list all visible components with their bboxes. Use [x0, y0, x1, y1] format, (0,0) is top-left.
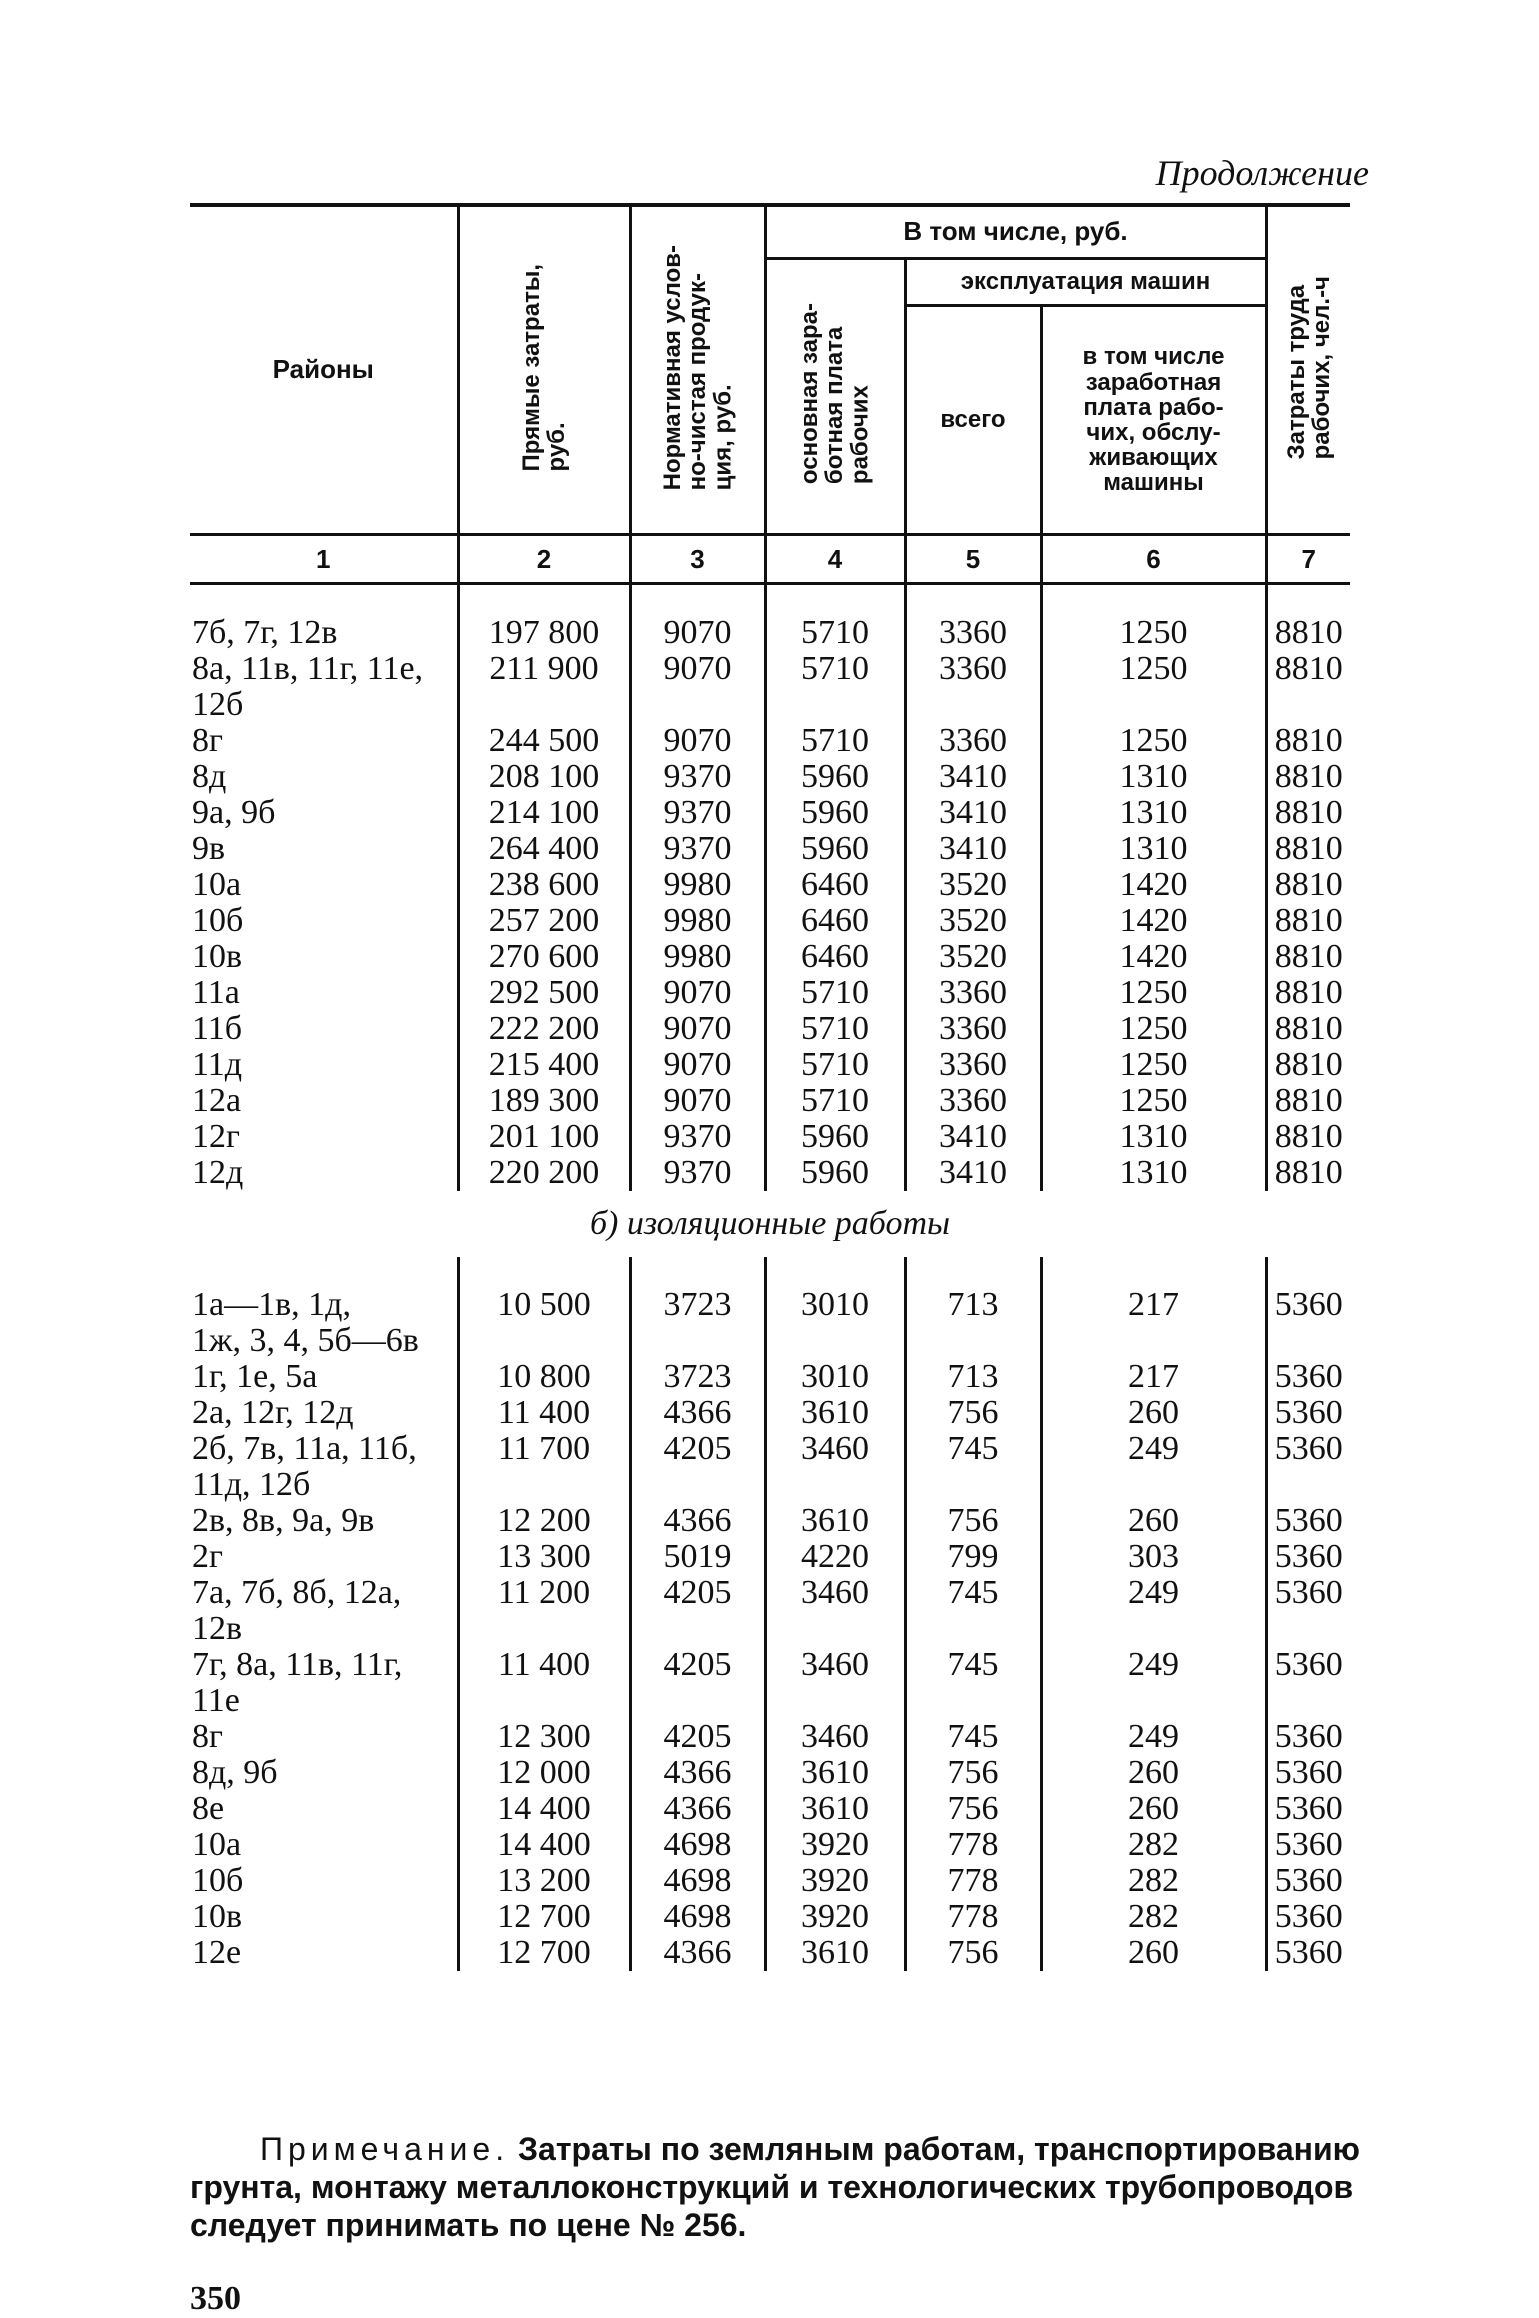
value-cell: 220 200	[458, 1155, 630, 1191]
value-cell: 5710	[765, 1011, 905, 1047]
value-cell: 3360	[905, 1083, 1041, 1119]
table-row	[190, 651, 1350, 723]
value-cell: 282	[1041, 1863, 1266, 1899]
value-cell: 1250	[1041, 975, 1266, 1011]
region-cell: 7г, 8а, 11в, 11г, 11е	[192, 1646, 403, 1719]
value-cell: 260	[1041, 1791, 1266, 1827]
value-cell: 249	[1041, 1431, 1266, 1503]
value-cell: 5710	[765, 615, 905, 651]
value-cell: 8810	[1266, 1047, 1350, 1083]
region-cell: 1а—1в, 1д, 1ж, 3, 4, 5б—6в	[192, 1286, 419, 1359]
value-cell: 257 200	[458, 903, 630, 939]
value-cell: 8810	[1266, 723, 1350, 759]
value-cell: 5360	[1266, 1539, 1350, 1575]
value-cell: 13 300	[458, 1539, 630, 1575]
value-cell: 5360	[1266, 1827, 1350, 1863]
value-cell: 282	[1041, 1827, 1266, 1863]
value-cell: 9070	[630, 615, 765, 651]
value-cell: 3610	[765, 1395, 905, 1431]
value-cell: 14 400	[458, 1827, 630, 1863]
value-cell: 270 600	[458, 939, 630, 975]
value-cell: 8810	[1266, 1011, 1350, 1047]
header-machine-operation: эксплуатация машин	[905, 259, 1266, 306]
value-cell: 9980	[630, 867, 765, 903]
value-cell: 9070	[630, 723, 765, 759]
value-cell: 745	[905, 1647, 1041, 1719]
value-cell: 4698	[630, 1899, 765, 1935]
value-cell: 249	[1041, 1575, 1266, 1647]
region-cell: 2б, 7в, 11а, 11б, 11д, 12б	[192, 1430, 417, 1503]
region-cell: 2а, 12г, 12д	[192, 1394, 354, 1431]
value-cell: 12 000	[458, 1755, 630, 1791]
value-cell: 260	[1041, 1395, 1266, 1431]
region-cell: 12а	[192, 1082, 242, 1119]
value-cell: 9070	[630, 1047, 765, 1083]
value-cell: 208 100	[458, 759, 630, 795]
value-cell: 9370	[630, 795, 765, 831]
value-cell: 214 100	[458, 795, 630, 831]
value-cell: 4366	[630, 1755, 765, 1791]
table-row	[190, 1503, 1350, 1539]
value-cell: 244 500	[458, 723, 630, 759]
table-row	[190, 867, 1350, 903]
column-numbers-row	[190, 535, 1350, 584]
region-cell: 8а, 11в, 11г, 11е, 12б	[192, 650, 424, 723]
table-row	[190, 759, 1350, 795]
value-cell: 5710	[765, 723, 905, 759]
value-cell: 13 200	[458, 1863, 630, 1899]
value-cell: 1310	[1041, 759, 1266, 795]
table-row	[190, 1719, 1350, 1755]
table-row	[190, 1431, 1350, 1503]
section-b-title: б) изоляционные работы	[589, 1205, 951, 1242]
value-cell: 3360	[905, 975, 1041, 1011]
value-cell: 215 400	[458, 1047, 630, 1083]
value-cell: 12 200	[458, 1503, 630, 1539]
region-cell: 8д	[192, 758, 227, 795]
value-cell: 4366	[630, 1503, 765, 1539]
value-cell: 1250	[1041, 723, 1266, 759]
value-cell: 3610	[765, 1935, 905, 1971]
table-row	[190, 1047, 1350, 1083]
value-cell: 8810	[1266, 831, 1350, 867]
value-cell: 745	[905, 1431, 1041, 1503]
value-cell: 8810	[1266, 1119, 1350, 1155]
value-cell: 9980	[630, 939, 765, 975]
value-cell: 3410	[905, 795, 1041, 831]
value-cell: 11 400	[458, 1395, 630, 1431]
value-cell: 4366	[630, 1791, 765, 1827]
value-cell: 11 200	[458, 1575, 630, 1647]
value-cell: 8810	[1266, 1155, 1350, 1191]
table-row	[190, 1155, 1350, 1191]
value-cell: 3410	[905, 831, 1041, 867]
value-cell: 11 700	[458, 1431, 630, 1503]
value-cell: 3360	[905, 1047, 1041, 1083]
value-cell: 249	[1041, 1647, 1266, 1719]
value-cell: 3920	[765, 1899, 905, 1935]
value-cell: 5019	[630, 1539, 765, 1575]
value-cell: 3520	[905, 867, 1041, 903]
column-number: 2	[458, 535, 630, 584]
value-cell: 1310	[1041, 1119, 1266, 1155]
table-row	[190, 795, 1350, 831]
value-cell: 4698	[630, 1863, 765, 1899]
value-cell: 3410	[905, 759, 1041, 795]
value-cell: 1310	[1041, 1155, 1266, 1191]
region-cell: 10а	[192, 1826, 242, 1863]
column-number: 4	[765, 535, 905, 584]
value-cell: 9070	[630, 975, 765, 1011]
table-row	[190, 1119, 1350, 1155]
value-cell: 4220	[765, 1539, 905, 1575]
value-cell: 6460	[765, 903, 905, 939]
value-cell: 778	[905, 1899, 1041, 1935]
value-cell: 5960	[765, 795, 905, 831]
region-cell: 10в	[192, 1898, 243, 1935]
value-cell: 14 400	[458, 1791, 630, 1827]
value-cell: 303	[1041, 1539, 1266, 1575]
cost-table	[190, 203, 1350, 1971]
value-cell: 1310	[1041, 795, 1266, 831]
value-cell: 5710	[765, 1083, 905, 1119]
value-cell: 217	[1041, 1287, 1266, 1359]
value-cell: 3360	[905, 1011, 1041, 1047]
header-base-wages: основная зара- ботная плата рабочих	[765, 259, 905, 535]
region-cell: 10б	[192, 1862, 244, 1899]
header-direct-costs: Прямые затраты, руб.	[458, 205, 630, 535]
value-cell: 9070	[630, 1083, 765, 1119]
value-cell: 3010	[765, 1359, 905, 1395]
column-number: 1	[190, 535, 458, 584]
value-cell: 756	[905, 1503, 1041, 1539]
value-cell: 189 300	[458, 1083, 630, 1119]
value-cell: 8810	[1266, 1083, 1350, 1119]
region-cell: 10в	[192, 938, 243, 975]
value-cell: 3610	[765, 1791, 905, 1827]
table-row	[190, 1791, 1350, 1827]
value-cell: 11 400	[458, 1647, 630, 1719]
table-row	[190, 939, 1350, 975]
value-cell: 8810	[1266, 867, 1350, 903]
value-cell: 9370	[630, 1155, 765, 1191]
region-cell: 8г	[192, 722, 223, 759]
value-cell: 3360	[905, 723, 1041, 759]
value-cell: 9980	[630, 903, 765, 939]
value-cell: 5960	[765, 759, 905, 795]
value-cell: 3010	[765, 1287, 905, 1359]
value-cell: 4205	[630, 1431, 765, 1503]
value-cell: 211 900	[458, 651, 630, 723]
value-cell: 3460	[765, 1719, 905, 1755]
region-cell: 9а, 9б	[192, 794, 276, 831]
value-cell: 4366	[630, 1935, 765, 1971]
header-normative-net-output: Нормативная услов- но-чистая продук- ция, руб.	[630, 205, 765, 535]
value-cell: 4366	[630, 1395, 765, 1431]
value-cell: 8810	[1266, 759, 1350, 795]
header-including-wages: в том числе заработная плата рабо- чих, обслу- живающих машины	[1041, 306, 1266, 535]
value-cell: 5360	[1266, 1863, 1350, 1899]
value-cell: 5360	[1266, 1719, 1350, 1755]
value-cell: 12 300	[458, 1719, 630, 1755]
value-cell: 778	[905, 1827, 1041, 1863]
value-cell: 5960	[765, 831, 905, 867]
value-cell: 12 700	[458, 1935, 630, 1971]
table-row	[190, 1539, 1350, 1575]
column-number: 6	[1041, 535, 1266, 584]
table-row	[190, 1083, 1350, 1119]
table-row	[190, 723, 1350, 759]
value-cell: 3410	[905, 1119, 1041, 1155]
value-cell: 6460	[765, 939, 905, 975]
value-cell: 1250	[1041, 651, 1266, 723]
value-cell: 1250	[1041, 1083, 1266, 1119]
value-cell: 260	[1041, 1503, 1266, 1539]
value-cell: 745	[905, 1575, 1041, 1647]
value-cell: 713	[905, 1359, 1041, 1395]
region-cell: 11д	[192, 1046, 243, 1083]
column-number: 3	[630, 535, 765, 584]
value-cell: 282	[1041, 1899, 1266, 1935]
table-row	[190, 1935, 1350, 1971]
value-cell: 3410	[905, 1155, 1041, 1191]
note-label: Примечание.	[260, 2131, 510, 2167]
value-cell: 249	[1041, 1719, 1266, 1755]
value-cell: 9370	[630, 831, 765, 867]
value-cell: 3460	[765, 1575, 905, 1647]
value-cell: 5360	[1266, 1791, 1350, 1827]
value-cell: 5360	[1266, 1575, 1350, 1647]
region-cell: 12г	[192, 1118, 240, 1155]
value-cell: 10 500	[458, 1287, 630, 1359]
value-cell: 5710	[765, 651, 905, 723]
value-cell: 8810	[1266, 903, 1350, 939]
region-cell: 11б	[192, 1010, 243, 1047]
header-labor-costs: Затраты труда рабочих, чел.-ч	[1266, 205, 1350, 535]
value-cell: 8810	[1266, 651, 1350, 723]
region-cell: 8г	[192, 1718, 223, 1755]
value-cell: 3460	[765, 1647, 905, 1719]
header-including-group: В том числе, руб.	[765, 205, 1266, 259]
column-number: 5	[905, 535, 1041, 584]
value-cell: 1310	[1041, 831, 1266, 867]
region-cell: 12д	[192, 1154, 244, 1191]
value-cell: 8810	[1266, 795, 1350, 831]
value-cell: 5960	[765, 1119, 905, 1155]
value-cell: 260	[1041, 1935, 1266, 1971]
table-row	[190, 1755, 1350, 1791]
value-cell: 756	[905, 1935, 1041, 1971]
value-cell: 745	[905, 1719, 1041, 1755]
value-cell: 3360	[905, 651, 1041, 723]
value-cell: 3920	[765, 1863, 905, 1899]
region-cell: 10а	[192, 866, 242, 903]
value-cell: 8810	[1266, 939, 1350, 975]
value-cell: 4205	[630, 1719, 765, 1755]
value-cell: 5360	[1266, 1395, 1350, 1431]
value-cell: 9070	[630, 1011, 765, 1047]
value-cell: 713	[905, 1287, 1041, 1359]
region-cell: 9в	[192, 830, 226, 867]
value-cell: 4205	[630, 1575, 765, 1647]
value-cell: 5360	[1266, 1287, 1350, 1359]
value-cell: 10 800	[458, 1359, 630, 1395]
value-cell: 12 700	[458, 1899, 630, 1935]
value-cell: 5360	[1266, 1359, 1350, 1395]
table-row	[190, 1395, 1350, 1431]
value-cell: 756	[905, 1395, 1041, 1431]
note	[190, 2130, 1370, 2244]
header-regions: Районы	[190, 205, 458, 535]
value-cell: 9370	[630, 759, 765, 795]
value-cell: 3610	[765, 1503, 905, 1539]
table-row	[190, 831, 1350, 867]
value-cell: 217	[1041, 1359, 1266, 1395]
value-cell: 5710	[765, 1047, 905, 1083]
value-cell: 264 400	[458, 831, 630, 867]
value-cell: 238 600	[458, 867, 630, 903]
value-cell: 1420	[1041, 903, 1266, 939]
table-row	[190, 1863, 1350, 1899]
value-cell: 1250	[1041, 1047, 1266, 1083]
value-cell: 5360	[1266, 1935, 1350, 1971]
value-cell: 3723	[630, 1359, 765, 1395]
value-cell: 756	[905, 1791, 1041, 1827]
value-cell: 3460	[765, 1431, 905, 1503]
value-cell: 3610	[765, 1755, 905, 1791]
value-cell: 5360	[1266, 1755, 1350, 1791]
value-cell: 4698	[630, 1827, 765, 1863]
table-row	[190, 903, 1350, 939]
value-cell: 9370	[630, 1119, 765, 1155]
region-cell: 8д, 9б	[192, 1754, 278, 1791]
table-row	[190, 1647, 1350, 1719]
value-cell: 222 200	[458, 1011, 630, 1047]
table-row	[190, 1899, 1350, 1935]
region-cell: 12е	[192, 1934, 242, 1971]
region-cell: 2г	[192, 1538, 223, 1575]
value-cell: 5360	[1266, 1899, 1350, 1935]
value-cell: 778	[905, 1863, 1041, 1899]
value-cell: 5360	[1266, 1647, 1350, 1719]
value-cell: 3520	[905, 939, 1041, 975]
page-number: 350	[190, 2280, 241, 2317]
value-cell: 1420	[1041, 939, 1266, 975]
table-row	[190, 1827, 1350, 1863]
region-cell: 8е	[192, 1790, 225, 1827]
value-cell: 4205	[630, 1647, 765, 1719]
region-cell: 2в, 8в, 9а, 9в	[192, 1502, 375, 1539]
table-row	[190, 615, 1350, 651]
value-cell: 799	[905, 1539, 1041, 1575]
value-cell: 3920	[765, 1827, 905, 1863]
region-cell: 1г, 1е, 5а	[192, 1358, 318, 1395]
value-cell: 6460	[765, 867, 905, 903]
value-cell: 5360	[1266, 1431, 1350, 1503]
value-cell: 5710	[765, 975, 905, 1011]
value-cell: 5960	[765, 1155, 905, 1191]
column-number: 7	[1266, 535, 1350, 584]
continued-label: Продолжение	[1155, 153, 1369, 193]
value-cell: 1250	[1041, 615, 1266, 651]
value-cell: 5360	[1266, 1503, 1350, 1539]
value-cell: 1250	[1041, 1011, 1266, 1047]
value-cell: 3520	[905, 903, 1041, 939]
value-cell: 3360	[905, 615, 1041, 651]
table-row	[190, 1011, 1350, 1047]
value-cell: 8810	[1266, 615, 1350, 651]
region-cell: 7а, 7б, 8б, 12а, 12в	[192, 1574, 402, 1647]
region-cell: 10б	[192, 902, 244, 939]
table-row	[190, 1575, 1350, 1647]
region-cell: 7б, 7г, 12в	[192, 614, 338, 651]
region-cell: 11а	[192, 974, 240, 1011]
value-cell: 3723	[630, 1287, 765, 1359]
table-row	[190, 975, 1350, 1011]
note-text: Затраты по земляным работам, транспортированию грунта, монтажу металлоконструкций и технологических трубопроводов следует принимать по цене № 256.	[190, 2131, 1360, 2243]
value-cell: 8810	[1266, 975, 1350, 1011]
value-cell: 756	[905, 1755, 1041, 1791]
value-cell: 1420	[1041, 867, 1266, 903]
value-cell: 201 100	[458, 1119, 630, 1155]
table-row	[190, 1359, 1350, 1395]
table-row	[190, 1287, 1350, 1359]
value-cell: 197 800	[458, 615, 630, 651]
value-cell: 9070	[630, 651, 765, 723]
value-cell: 260	[1041, 1755, 1266, 1791]
value-cell: 292 500	[458, 975, 630, 1011]
header-total: всего	[905, 306, 1041, 535]
